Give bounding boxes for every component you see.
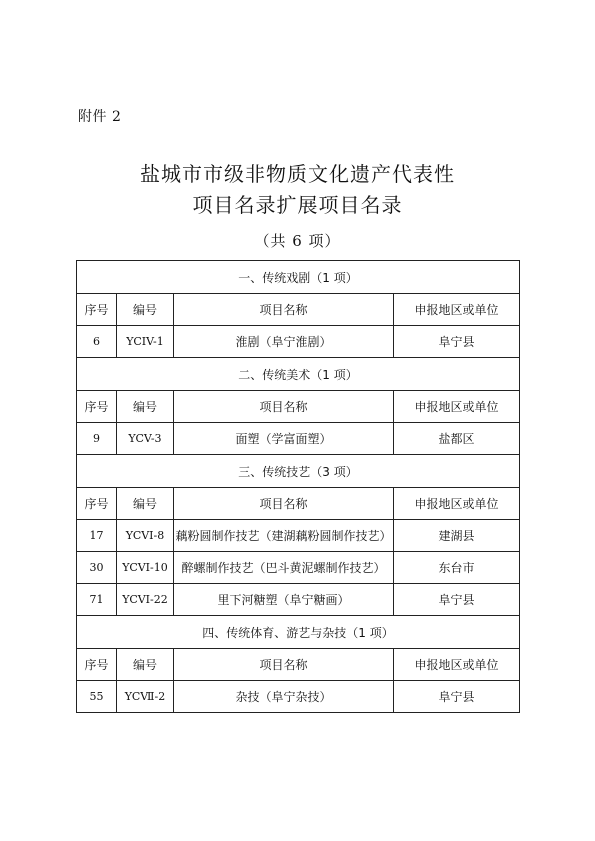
column-header-seq: 序号 xyxy=(77,391,117,423)
column-header-code: 编号 xyxy=(117,294,174,326)
cell-region: 东台市 xyxy=(394,552,520,584)
table-row xyxy=(77,681,520,713)
cell-seq: 9 xyxy=(77,423,117,455)
cell-name: 淮剧（阜宁淮剧） xyxy=(174,326,394,358)
document-title-line-2: 项目名录扩展项目名录 xyxy=(192,193,403,217)
cell-seq: 30 xyxy=(77,552,117,584)
section-header-row xyxy=(77,455,520,488)
column-header-name: 项目名称 xyxy=(174,488,394,520)
table-row xyxy=(77,520,520,552)
column-header-name: 项目名称 xyxy=(174,294,394,326)
cell-region: 盐都区 xyxy=(394,423,520,455)
column-header-seq: 序号 xyxy=(77,649,117,681)
cell-name: 面塑（学富面塑） xyxy=(174,423,394,455)
column-header-row xyxy=(77,391,520,423)
cell-seq: 71 xyxy=(77,584,117,616)
column-header-seq: 序号 xyxy=(77,488,117,520)
cell-seq: 17 xyxy=(77,520,117,552)
cell-code: YCVI-22 xyxy=(117,584,174,616)
cell-region: 阜宁县 xyxy=(394,326,520,358)
cell-seq: 6 xyxy=(77,326,117,358)
column-header-seq: 序号 xyxy=(77,294,117,326)
column-header-row xyxy=(77,488,520,520)
attachment-label: 附件 2 xyxy=(78,109,122,125)
section-title: 一、传统戏剧（1 项） xyxy=(77,261,520,294)
cell-code: YCIV-1 xyxy=(117,326,174,358)
column-header-code: 编号 xyxy=(117,391,174,423)
cell-code: YCV-3 xyxy=(117,423,174,455)
cell-region: 阜宁县 xyxy=(394,584,520,616)
cell-code: YCVI-10 xyxy=(117,552,174,584)
column-header-row xyxy=(77,294,520,326)
cell-region: 阜宁县 xyxy=(394,681,520,713)
table-row xyxy=(77,584,520,616)
section-title: 二、传统美术（1 项） xyxy=(77,358,520,391)
table-row xyxy=(77,552,520,584)
cell-name: 醉螺制作技艺（巴斗黄泥螺制作技艺） xyxy=(174,552,394,584)
column-header-region: 申报地区或单位 xyxy=(394,649,520,681)
document-title-line-1: 盐城市市级非物质文化遗产代表性 xyxy=(140,162,455,186)
section-title: 三、传统技艺（3 项） xyxy=(77,455,520,488)
section-header-row xyxy=(77,358,520,391)
cell-name: 藕粉圆制作技艺（建湖藕粉圆制作技艺） xyxy=(174,520,394,552)
section-header-row xyxy=(77,261,520,294)
table-row xyxy=(77,423,520,455)
item-count-subtitle: （共 6 项） xyxy=(254,232,341,250)
cell-name: 杂技（阜宁杂技） xyxy=(174,681,394,713)
column-header-region: 申报地区或单位 xyxy=(394,488,520,520)
column-header-row xyxy=(77,649,520,681)
cell-region: 建湖县 xyxy=(394,520,520,552)
column-header-region: 申报地区或单位 xyxy=(394,294,520,326)
column-header-name: 项目名称 xyxy=(174,391,394,423)
column-header-name: 项目名称 xyxy=(174,649,394,681)
heritage-items-table xyxy=(76,260,520,713)
cell-code: YCⅦ-2 xyxy=(117,681,174,713)
column-header-code: 编号 xyxy=(117,649,174,681)
cell-seq: 55 xyxy=(77,681,117,713)
column-header-region: 申报地区或单位 xyxy=(394,391,520,423)
table-row xyxy=(77,326,520,358)
section-header-row xyxy=(77,616,520,649)
column-header-code: 编号 xyxy=(117,488,174,520)
section-title: 四、传统体育、游艺与杂技（1 项） xyxy=(77,616,520,649)
cell-name: 里下河糖塑（阜宁糖画） xyxy=(174,584,394,616)
cell-code: YCVI-8 xyxy=(117,520,174,552)
